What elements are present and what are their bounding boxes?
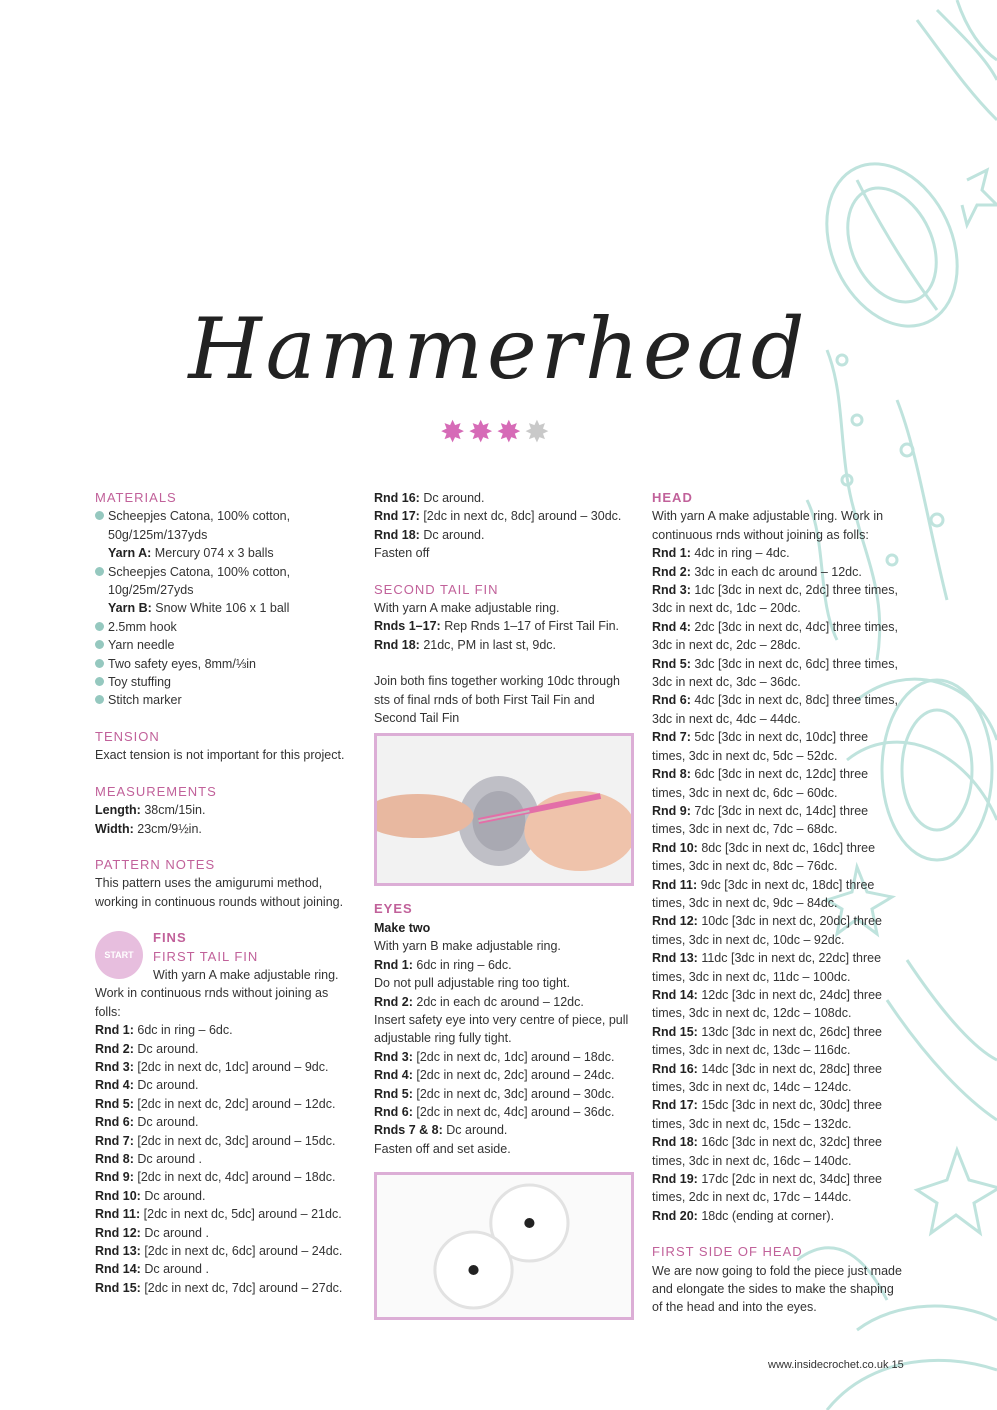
round-instruction xyxy=(652,876,902,913)
round-text: [2dc in next dc, 8dc] around – 30dc. xyxy=(423,509,622,524)
round-label: Rnd 20: xyxy=(652,1208,698,1223)
material-item: Two safety eyes, 8mm/⅓in xyxy=(95,655,355,673)
round-text: 5dc [3dc in next dc, 10dc] three times, 3dc in next dc, 5dc – 52dc. xyxy=(652,730,869,763)
round-text: [2dc in next dc, 3dc] around – 30dc. xyxy=(416,1086,615,1101)
round-label: Rnd 8: xyxy=(652,767,691,782)
first-tail-fin-rounds xyxy=(95,1021,355,1297)
round-text: Rep Rnds 1–17 of First Tail Fin. xyxy=(444,619,620,634)
eyes-round-2: Rnd 2: 2dc in each dc around – 12dc. xyxy=(374,994,584,1009)
round-text: 9dc [3dc in next dc, 18dc] three times, 3dc in next dc, 9dc – 84dc. xyxy=(652,877,875,910)
material-item: Yarn needle xyxy=(95,636,355,654)
round-instruction xyxy=(95,1113,355,1131)
fins-section xyxy=(95,929,355,966)
round-label: Rnds 1–17: xyxy=(374,619,441,634)
round-instruction xyxy=(652,1096,902,1133)
round-label: Rnd 3: xyxy=(652,583,691,598)
eyes-rounds xyxy=(374,1048,634,1140)
round-text: 3dc in each dc around – 12dc. xyxy=(694,564,862,579)
difficulty-star-filled-icon: ✸ xyxy=(496,416,522,449)
column-1: MATERIALS Scheepjes Catona, 100% cotton, 50g/125m/137yds Yarn A: Mercury 074 x 3 balls Scheepjes Catona, 100% cotton, 10g/25m/27yds Yarn B: Snow White 106 x 1 ball 2.5mm hook Yarn needle Two safety eyes, 8mm/⅓in Toy stuffing Stitch marker TENSION Exact tension is not important for this project. MEASUREMENTS Length: 38cm/15in. Width: 23cm/9½in. PATTERN NOTES This pattern uses the amigurumi method, working in continuous rounds without joining. START FINS FIRST TAIL FIN With yarn A make adjustable ring. Work in continuous rnds without joining as folls: Rnd 1: 6dc in ring – 6dc. Rnd 2: Dc around. Rnd 3: [2dc in next dc, 1dc] around – 9dc. Rnd 4: Dc around. Rnd 5: [2dc in next dc, 2dc] around – 12dc. Rnd 6: Dc around. Rnd 7: [2dc in next dc, 3dc] around – 15dc. Rnd 8: Dc around . Rnd 9: [2dc in next dc, 4dc] around – 18dc. Rnd 10: Dc around. Rnd 11: [2dc in next dc, 5dc] around – 21dc. Rnd 12: Dc around . Rnd 13: [2dc in next dc, 6dc] around – 24dc. Rnd 14: Dc around . Rnd 15: [2dc in next dc, 7dc] around – 27dc. xyxy=(95,489,355,1297)
round-label: Rnd 4: xyxy=(95,1078,134,1093)
round-label: Rnd 14: xyxy=(95,1262,141,1277)
round-label: Rnd 11: xyxy=(95,1207,141,1222)
round-label: Rnd 6: xyxy=(95,1115,134,1130)
fins-intro: With yarn A make adjustable ring. Work in continuous rnds without joining as folls: xyxy=(95,967,339,1019)
make-two: Make two xyxy=(374,920,431,935)
round-text: 13dc [3dc in next dc, 26dc] three times, 3dc in next dc, 13dc – 116dc. xyxy=(652,1024,882,1058)
round-text: [2dc in next dc, 2dc] around – 24dc. xyxy=(416,1068,615,1083)
round-label: Rnd 16: xyxy=(652,1061,698,1076)
round-label: Rnd 7: xyxy=(95,1133,134,1148)
round-instruction xyxy=(95,1095,355,1113)
round-text: [2dc in next dc, 1dc] around – 18dc. xyxy=(416,1049,615,1064)
round-label: Rnd 13: xyxy=(95,1244,141,1259)
round-text: 16dc [3dc in next dc, 32dc] three times, 3dc in next dc, 16dc – 140dc. xyxy=(652,1135,882,1168)
eyes-fasten-off: Fasten off and set aside. xyxy=(374,1141,511,1156)
website-url: www.insidecrochet.co.uk xyxy=(768,1359,889,1371)
round-instruction xyxy=(652,1023,902,1060)
round-instruction xyxy=(95,1205,355,1223)
round-instruction xyxy=(652,765,902,802)
join-fins-text: Join both fins together working 10dc through sts of final rnds of both First Tail Fin and Second Tail Fin xyxy=(374,674,620,726)
round-text: Dc around. xyxy=(423,491,485,505)
round-label: Rnd 1: xyxy=(652,546,691,561)
round-text: [2dc in next dc, 4dc] around – 18dc. xyxy=(137,1170,336,1185)
round-label: Rnd 18: xyxy=(652,1135,698,1150)
round-text: Dc around. xyxy=(137,1115,199,1130)
round-label: Rnd 5: xyxy=(374,1086,413,1101)
round-instruction xyxy=(652,1170,902,1207)
round-text: 11dc [3dc in next dc, 22dc] three times, 3dc in next dc, 11dc – 100dc. xyxy=(652,951,882,984)
round-instruction xyxy=(374,636,634,654)
round-instruction xyxy=(374,526,634,544)
bullet-icon xyxy=(95,567,104,576)
second-tail-fin-heading: SECOND TAIL FIN xyxy=(374,581,499,597)
round-label: Rnd 7: xyxy=(652,730,691,745)
round-instruction xyxy=(95,1224,355,1242)
column-2: Rnd 16: Dc around. Rnd 17: [2dc in next dc, 8dc] around – 30dc. Rnd 18: Dc around. Fasten off SECOND TAIL FIN With yarn A make adjustable ring. Rnds 1–17: Rep Rnds 1–17 of First Tail Fin. Rnd 18: 21dc, PM in last st, 9dc. Join both fins together working 10dc through sts of final rnds of both First Tail Fin and Second Tail Fin EYES Make two With yarn B make adjustable ring. Rnd 1: 6dc in ring – 6dc. Do not pull adjustable ring too tight. Rnd 2: 2dc in each dc around – 12dc. Insert safety eye into very centre of piece, pull adjustable ring fully tight. Rnd 3: [2dc in next dc, 1dc] around – 18dc. Rnd 4: [2dc in next dc, 2dc] around – 24dc. Rnd 5: [2dc in next dc, 3dc] around – 30dc. Rnd 6: [2dc in next dc, 4dc] around – 36dc. Rnds 7 & 8: Dc around. Fasten off and set aside. xyxy=(374,489,634,1320)
round-label: Rnd 9: xyxy=(95,1170,134,1185)
round-text: 8dc [3dc in next dc, 16dc] three times, 3dc in next dc, 8dc – 76dc. xyxy=(652,840,876,874)
round-text: [2dc in next dc, 5dc] around – 21dc. xyxy=(143,1207,342,1222)
round-label: Rnd 2: xyxy=(95,1041,134,1056)
head-rounds xyxy=(652,544,902,1225)
round-text: 14dc [3dc in next dc, 28dc] three times, 3dc in next dc, 14dc – 124dc. xyxy=(652,1061,882,1094)
yarn-b: Yarn B: Snow White 106 x 1 ball xyxy=(108,601,290,616)
bullet-icon xyxy=(95,511,104,520)
round-label: Rnd 6: xyxy=(374,1104,413,1119)
eyes-image xyxy=(377,1175,631,1317)
round-instruction xyxy=(95,1242,355,1260)
round-label: Rnd 5: xyxy=(652,656,691,671)
round-instruction xyxy=(374,1066,634,1084)
round-label: Rnd 11: xyxy=(652,877,698,892)
round-text: 10dc [3dc in next dc, 20dc] three times, 3dc in next dc, 10dc – 92dc. xyxy=(652,914,882,947)
material-item: Stitch marker xyxy=(95,691,355,709)
yarn-a: Yarn A: Mercury 074 x 3 balls xyxy=(108,546,274,561)
round-instruction xyxy=(652,1060,902,1097)
tension-heading: TENSION xyxy=(95,728,160,744)
measurements-heading: MEASUREMENTS xyxy=(95,783,217,799)
round-instruction xyxy=(652,728,902,765)
round-instruction xyxy=(652,544,902,562)
measurement-length: Length: 38cm/15in. xyxy=(95,803,206,818)
round-label: Rnd 4: xyxy=(374,1068,413,1083)
round-instruction xyxy=(374,1121,634,1139)
round-text: 15dc [3dc in next dc, 30dc] three times, 3dc in next dc, 15dc – 132dc. xyxy=(652,1098,882,1131)
round-label: Rnd 18: xyxy=(374,527,420,542)
material-item: Toy stuffing xyxy=(95,673,355,691)
round-text: Dc around . xyxy=(144,1225,209,1240)
round-instruction xyxy=(95,1076,355,1094)
material-item: Scheepjes Catona, 100% cotton, xyxy=(95,563,355,581)
round-text: [2dc in next dc, 3dc] around – 15dc. xyxy=(137,1133,336,1148)
round-text: [2dc in next dc, 6dc] around – 24dc. xyxy=(144,1244,343,1259)
round-label: Rnd 5: xyxy=(95,1096,134,1111)
round-instruction xyxy=(374,1048,634,1066)
round-text: 18dc (ending at corner). xyxy=(701,1208,835,1223)
round-label: Rnd 8: xyxy=(95,1152,134,1166)
round-label: Rnd 9: xyxy=(652,803,691,818)
round-instruction xyxy=(652,912,902,949)
round-label: Rnd 12: xyxy=(652,914,698,929)
round-label: Rnd 3: xyxy=(95,1059,134,1074)
materials-heading: MATERIALS xyxy=(95,490,177,505)
round-text: Dc around. xyxy=(144,1188,206,1203)
round-text: 21dc, PM in last st, 9dc. xyxy=(423,637,557,652)
round-instruction xyxy=(652,949,902,986)
round-instruction xyxy=(95,1021,355,1039)
round-label: Rnd 10: xyxy=(652,840,698,855)
pattern-notes-text: This pattern uses the amigurumi method, working in continuous rounds without joining. xyxy=(95,876,344,909)
bullet-icon xyxy=(95,695,104,704)
round-label: Rnd 13: xyxy=(652,951,698,966)
round-instruction xyxy=(652,1207,902,1225)
round-text: Dc around. xyxy=(446,1123,508,1138)
round-label: Rnd 15: xyxy=(95,1280,141,1295)
round-text: 1dc [3dc in next dc, 2dc] three times, 3dc in next dc, 1dc – 20dc. xyxy=(652,583,898,616)
round-text: 7dc [3dc in next dc, 14dc] three times, 3dc in next dc, 7dc – 68dc. xyxy=(652,803,869,837)
round-instruction xyxy=(95,1187,355,1205)
round-instruction xyxy=(374,489,634,507)
round-instruction xyxy=(95,1279,355,1297)
round-instruction xyxy=(374,1085,634,1103)
difficulty-star-empty-icon: ✸ xyxy=(524,416,550,449)
round-text: 6dc [3dc in next dc, 12dc] three times, 3dc in next dc, 6dc – 60dc. xyxy=(652,767,869,800)
page-title: Hammerhead xyxy=(188,300,809,398)
round-instruction xyxy=(652,581,902,618)
round-label: Rnd 2: xyxy=(652,564,691,579)
round-label: Rnd 18: xyxy=(374,637,420,652)
round-instruction xyxy=(95,1040,355,1058)
round-instruction xyxy=(652,563,902,581)
round-label: Rnd 19: xyxy=(652,1172,698,1187)
round-text: Dc around. xyxy=(137,1078,199,1093)
material-item: Scheepjes Catona, 100% cotton, xyxy=(95,507,355,525)
eyes-heading: EYES xyxy=(374,901,413,917)
first-side-of-head-heading: FIRST SIDE OF HEAD xyxy=(652,1244,803,1260)
round-instruction xyxy=(95,1132,355,1150)
round-text: 4dc [3dc in next dc, 8dc] three times, 3dc in next dc, 4dc – 44dc. xyxy=(652,693,898,726)
round-text: 2dc [3dc in next dc, 4dc] three times, 3dc in next dc, 2dc – 28dc. xyxy=(652,619,898,653)
difficulty-star-filled-icon: ✸ xyxy=(440,416,466,449)
round-instruction xyxy=(374,1103,634,1121)
round-label: Rnd 4: xyxy=(652,619,691,634)
round-instruction xyxy=(652,618,902,655)
first-tail-fin-rounds-cont xyxy=(374,489,634,544)
measurement-width: Width: 23cm/9½in. xyxy=(95,821,202,836)
hands-crochet-image xyxy=(377,736,631,883)
column-3 xyxy=(652,489,902,1317)
bullet-icon xyxy=(95,659,104,668)
head-heading: HEAD xyxy=(652,490,693,505)
eyes-round-1: Rnd 1: 6dc in ring – 6dc. xyxy=(374,957,512,972)
round-text: Dc around . xyxy=(144,1262,209,1277)
head-intro: With yarn A make adjustable ring. Work in continuous rnds without joining as folls: xyxy=(652,509,884,542)
round-text: 12dc [3dc in next dc, 24dc] three times, 3dc in next dc, 12dc – 108dc. xyxy=(652,987,882,1021)
round-text: 4dc in ring – 4dc. xyxy=(694,546,790,561)
round-label: Rnd 3: xyxy=(374,1049,413,1064)
tension-text: Exact tension is not important for this project. xyxy=(95,748,345,763)
round-instruction xyxy=(95,1150,355,1168)
fasten-off: Fasten off xyxy=(374,546,430,561)
bullet-icon xyxy=(95,677,104,686)
first-tail-fin-heading: FIRST TAIL FIN xyxy=(153,948,259,964)
round-label: Rnd 10: xyxy=(95,1188,141,1203)
round-text: [2dc in next dc, 1dc] around – 9dc. xyxy=(137,1059,329,1074)
round-label: Rnd 15: xyxy=(652,1024,698,1039)
round-instruction xyxy=(95,1260,355,1278)
round-instruction xyxy=(652,691,902,728)
round-instruction xyxy=(652,839,902,876)
bullet-icon xyxy=(95,640,104,649)
difficulty-rating xyxy=(440,418,550,448)
crochet-fins-photo xyxy=(374,733,634,886)
round-label: Rnd 6: xyxy=(652,693,691,708)
pattern-notes-heading: PATTERN NOTES xyxy=(95,856,216,872)
round-text: 6dc in ring – 6dc. xyxy=(137,1023,233,1038)
round-text: Dc around. xyxy=(423,527,485,542)
round-text: Dc around . xyxy=(137,1152,202,1166)
round-instruction xyxy=(374,507,634,525)
round-text: [2dc in next dc, 4dc] around – 36dc. xyxy=(416,1104,615,1119)
first-side-of-head-text: We are now going to fold the piece just made and elongate the sides to make the shaping of the head and into the eyes. xyxy=(652,1263,902,1315)
start-badge-icon: START xyxy=(95,931,143,979)
material-item: 2.5mm hook xyxy=(95,618,355,636)
round-instruction xyxy=(95,1058,355,1076)
round-label: Rnd 17: xyxy=(374,509,420,524)
round-instruction xyxy=(652,1133,902,1170)
round-instruction xyxy=(652,802,902,839)
round-text: 17dc [2dc in next dc, 34dc] three times, 2dc in next dc, 17dc – 144dc. xyxy=(652,1172,882,1205)
round-label: Rnd 14: xyxy=(652,987,698,1002)
round-text: 3dc [3dc in next dc, 6dc] three times, 3dc in next dc, 3dc – 36dc. xyxy=(652,656,898,690)
round-instruction xyxy=(652,986,902,1023)
round-label: Rnd 17: xyxy=(652,1098,698,1113)
round-label: Rnds 7 & 8: xyxy=(374,1123,443,1138)
page-footer xyxy=(768,1359,904,1371)
round-text: Dc around. xyxy=(137,1041,199,1056)
round-text: [2dc in next dc, 2dc] around – 12dc. xyxy=(137,1096,336,1111)
round-instruction xyxy=(95,1168,355,1186)
round-label: Rnd 16: xyxy=(374,491,420,505)
round-label: Rnd 12: xyxy=(95,1225,141,1240)
second-tail-fin-rounds xyxy=(374,617,634,654)
round-text: [2dc in next dc, 7dc] around – 27dc. xyxy=(144,1280,343,1295)
round-instruction xyxy=(374,617,634,635)
crochet-eyes-photo xyxy=(374,1172,634,1320)
difficulty-star-filled-icon: ✸ xyxy=(468,416,494,449)
bullet-icon xyxy=(95,622,104,631)
round-instruction xyxy=(652,655,902,692)
fins-heading: FINS xyxy=(153,930,187,946)
page-number: 15 xyxy=(891,1359,904,1371)
round-label: Rnd 1: xyxy=(95,1023,134,1038)
